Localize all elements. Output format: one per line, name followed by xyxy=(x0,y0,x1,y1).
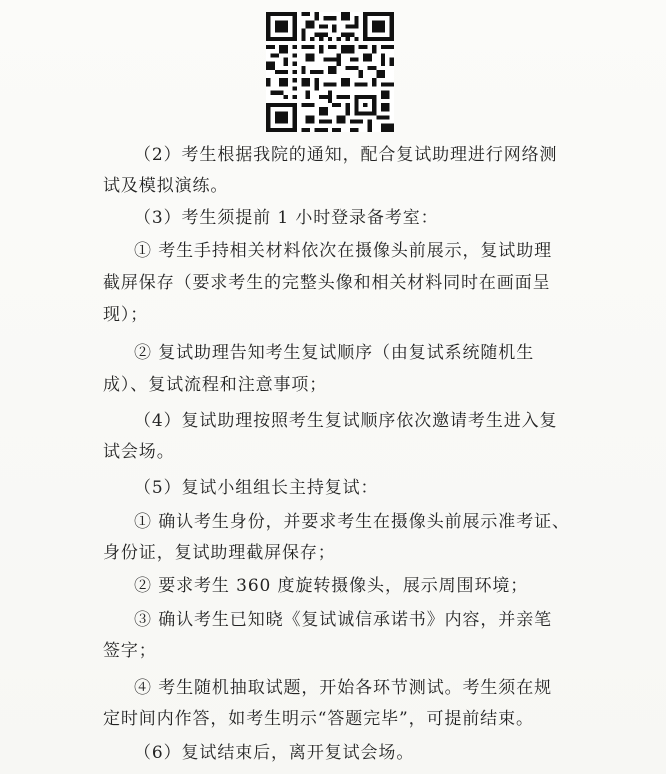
paragraph-line-17: ④ 考生随机抽取试题，开始各环节测试。考生须在规 xyxy=(134,678,553,698)
paragraph-line-19: （6）复试结束后，离开复试会场。 xyxy=(134,743,415,763)
paragraph-line-14: ② 要求考生 360 度旋转摄像头，展示周围环境； xyxy=(134,576,529,596)
qr-code xyxy=(266,12,394,132)
paragraph-line-11: （5）复试小组组长主持复试： xyxy=(134,478,379,498)
paragraph-line-7: ② 复试助理告知考生复试顺序（由复试系统随机生 xyxy=(134,343,535,363)
paragraph-line-13: 身份证，复试助理截屏保存； xyxy=(103,543,336,563)
paragraph-line-3: （3）考生须提前 1 小时登录备考室： xyxy=(134,208,439,228)
paragraph-line-9: （4）复试助理按照考生复试顺序依次邀请考生进入复 xyxy=(134,411,558,431)
paragraph-line-2: 试及模拟演练。 xyxy=(103,176,229,196)
paragraph-line-12: ① 确认考生身份，并要求考生在摄像头前展示准考证、 xyxy=(134,512,570,532)
paragraph-line-5: 截屏保存（要求考生的完整头像和相关材料同时在画面呈 xyxy=(103,273,551,293)
paragraph-line-15: ③ 确认考生已知晓《复试诚信承诺书》内容，并亲笔 xyxy=(134,610,553,630)
paragraph-line-18: 定时间内作答，如考生明示“答题完毕”，可提前结束。 xyxy=(103,709,534,729)
paragraph-line-10: 试会场。 xyxy=(103,442,175,462)
paragraph-line-16: 签字； xyxy=(103,641,157,661)
qr-code-icon xyxy=(266,12,394,132)
paragraph-line-6: 现）； xyxy=(103,305,149,325)
paragraph-line-4: ① 考生手持相关材料依次在摄像头前展示，复试助理 xyxy=(134,241,553,261)
paragraph-line-8: 成）、复试流程和注意事项； xyxy=(103,375,328,395)
paragraph-line-1: （2）考生根据我院的通知，配合复试助理进行网络测 xyxy=(134,145,558,165)
